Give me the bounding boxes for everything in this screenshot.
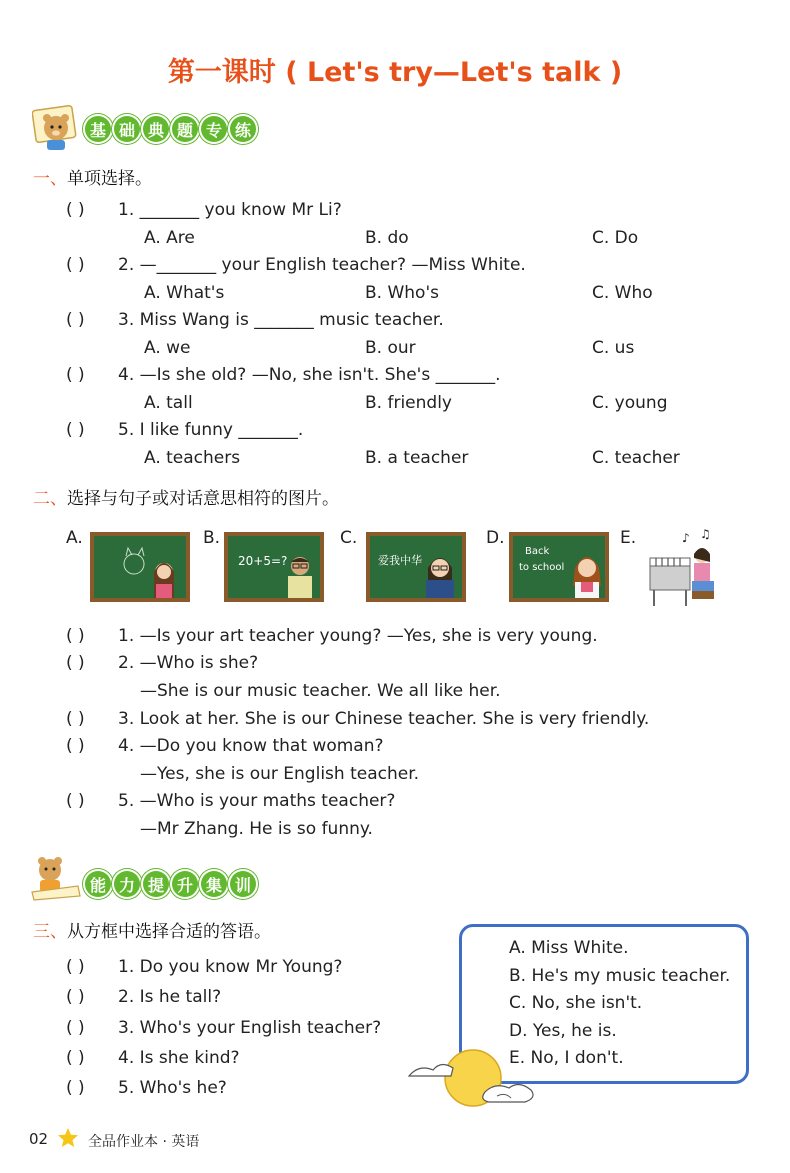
banner-char: 能	[85, 871, 111, 897]
banner-char: 题	[172, 116, 198, 142]
question: ( ) 2. Is he tall?	[66, 987, 222, 1007]
moon-cloud-icon	[405, 1046, 545, 1114]
answer-blank[interactable]: ( )	[66, 1018, 85, 1038]
pic-label: B.	[203, 528, 221, 548]
answer-blank[interactable]: ( )	[66, 709, 85, 729]
question: ( ) 1. Do you know Mr Young?	[66, 957, 343, 977]
option: B. friendly	[365, 393, 452, 413]
option: C. Do	[592, 228, 639, 248]
option: C. Who	[592, 283, 653, 303]
answer-blank[interactable]: ( )	[66, 736, 85, 756]
board-text: to school	[519, 562, 565, 573]
board-text: 爱我中华	[378, 554, 422, 567]
option: B. our	[365, 338, 416, 358]
banner-char: 提	[143, 871, 169, 897]
page-number: 02	[29, 1130, 49, 1148]
answer-blank[interactable]: ( )	[66, 420, 85, 440]
svg-text:♫: ♫	[700, 528, 711, 541]
star-icon	[56, 1126, 80, 1154]
pic-label: D.	[486, 528, 505, 548]
option: A. What's	[144, 283, 225, 303]
question: ( ) 5. I like funny _______.	[66, 420, 304, 440]
answer-option: B. He's my music teacher.	[509, 965, 731, 986]
option: A. we	[144, 338, 191, 358]
option: C. young	[592, 393, 668, 413]
question-line2: —Yes, she is our English teacher.	[140, 764, 420, 784]
banner-char: 专	[201, 116, 227, 142]
pic-label: E.	[620, 528, 637, 548]
banner-char: 训	[230, 871, 256, 897]
banner-char: 基	[85, 116, 111, 142]
banner-char: 力	[114, 871, 140, 897]
answer-blank[interactable]: ( )	[66, 791, 85, 811]
section2-heading: 二、选择与句子或对话意思相符的图片。	[33, 489, 339, 509]
question: ( ) 3. Look at her. She is our Chinese teacher. She is very friendly.	[66, 709, 650, 729]
board-text: 20+5=?	[238, 554, 288, 568]
answer-option: D. Yes, he is.	[509, 1020, 617, 1041]
option: C. us	[592, 338, 635, 358]
bear-reading-icon	[28, 852, 82, 902]
answer-option: A. Miss White.	[509, 938, 629, 958]
answer-blank[interactable]: ( )	[66, 365, 85, 385]
question: ( ) 4. Is she kind?	[66, 1048, 240, 1068]
section-banner-basic	[85, 116, 256, 142]
page-title: 第一课时 ( Let's try—Let's talk )	[167, 57, 623, 88]
answer-option: C. No, she isn't.	[509, 993, 643, 1013]
option: B. Who's	[365, 283, 439, 303]
book-name: 全品作业本 · 英语	[88, 1134, 200, 1150]
picture-d	[509, 532, 609, 602]
question: ( ) 3. Who's your English teacher?	[66, 1018, 382, 1038]
question: ( ) 5. —Who is your maths teacher?	[66, 791, 396, 811]
answer-blank[interactable]: ( )	[66, 1048, 85, 1068]
question: ( ) 2. —Who is she?	[66, 653, 259, 673]
question-line2: —Mr Zhang. He is so funny.	[140, 819, 373, 839]
answer-blank[interactable]: ( )	[66, 255, 85, 275]
pic-label: A.	[66, 528, 83, 548]
question: ( ) 4. —Is she old? —No, she isn't. She's _______.	[66, 365, 501, 385]
picture-a	[90, 532, 190, 602]
picture-c	[366, 532, 466, 602]
section3-heading: 三、从方框中选择合适的答语。	[33, 922, 271, 942]
banner-char: 集	[201, 871, 227, 897]
answer-option: E. No, I don't.	[509, 1048, 624, 1068]
answer-blank[interactable]: ( )	[66, 1078, 85, 1098]
pic-label: C.	[340, 528, 358, 548]
answer-blank[interactable]: ( )	[66, 957, 85, 977]
picture-e	[648, 528, 718, 612]
banner-char: 升	[172, 871, 198, 897]
answer-blank[interactable]: ( )	[66, 626, 85, 646]
answer-blank[interactable]: ( )	[66, 987, 85, 1007]
question: ( ) 2. —_______ your English teacher? —Miss White.	[66, 255, 526, 275]
question: ( ) 1. —Is your art teacher young? —Yes, she is very young.	[66, 626, 598, 646]
banner-char: 练	[230, 116, 256, 142]
option: C. teacher	[592, 448, 680, 468]
answer-blank[interactable]: ( )	[66, 310, 85, 330]
svg-text:♪: ♪	[682, 531, 690, 545]
question: ( ) 5. Who's he?	[66, 1078, 227, 1098]
answer-blank[interactable]: ( )	[66, 200, 85, 220]
banner-char: 典	[143, 116, 169, 142]
section-banner-advanced	[85, 871, 256, 897]
option: A. teachers	[144, 448, 241, 468]
board-text: Back	[525, 546, 550, 557]
option: B. do	[365, 228, 409, 248]
question: ( ) 4. —Do you know that woman?	[66, 736, 384, 756]
bear-mascot-icon	[32, 104, 82, 152]
section1-heading: 一、单项选择。	[33, 169, 152, 189]
option: A. tall	[144, 393, 193, 413]
banner-char: 础	[114, 116, 140, 142]
picture-b	[224, 532, 324, 602]
answer-blank[interactable]: ( )	[66, 653, 85, 673]
question: ( ) 3. Miss Wang is _______ music teacher.	[66, 310, 444, 330]
question: ( ) 1. _______ you know Mr Li?	[66, 200, 342, 220]
option: B. a teacher	[365, 448, 469, 468]
option: A. Are	[144, 228, 195, 248]
question-line2: —She is our music teacher. We all like her.	[140, 681, 501, 701]
